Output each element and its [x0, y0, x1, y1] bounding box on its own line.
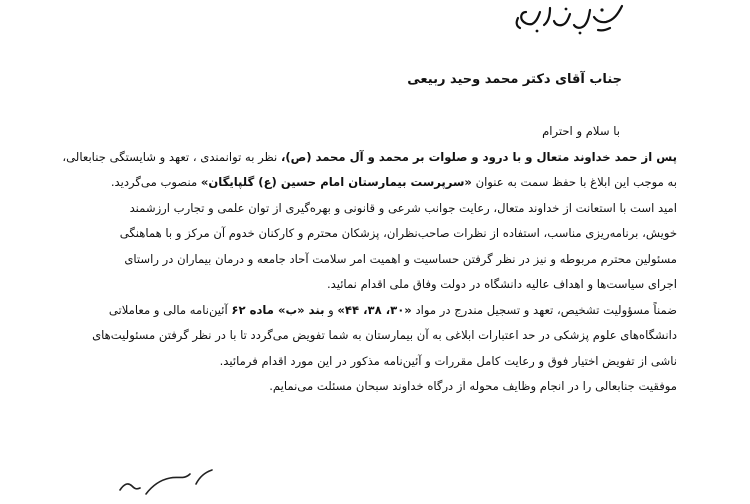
expectations-line-3: مسئولین محترم مربوطه و نیز در نظر گرفتن حساسیت و اهمیت امر سلامت آحاد جامعه و درمان بیماران در راستای: [124, 251, 677, 266]
position-title: «سرپرست بیمارستان امام حسین (ع) گلپایگان»: [200, 175, 472, 189]
delegation-line-1b: و: [324, 302, 338, 317]
delegation-line-3: ناشی از تفویض اختیار فوق و رعایت کامل مقررات و آئین‌نامه مذکور در این مورد اقدام فرمائید.: [219, 353, 677, 368]
delegation-line-2: دانشگاه‌های علوم پزشکی در حد اعتبارات ابلاغی به آن بیمارستان به شما تفویض می‌گردد تا با در نظر گرفتن مسئولیت‌های: [92, 328, 677, 342]
appointment-line-2b: منصوب می‌گردید.: [110, 175, 201, 189]
delegation-line-1c: آئین‌نامه مالی و معاملاتی: [108, 302, 232, 317]
expectations-line-2: خویش، برنامه‌ریزی مناسب، استفاده از نظرات صاحب‌نظران، پزشکان محترم و کارکنان خدوم آن مرکز و با هماهنگی: [119, 226, 677, 240]
appointment-line-2a: به موجب این ابلاغ با حفظ سمت به عنوان: [471, 175, 677, 189]
articles-ref: «۳۰، ۳۸، ۴۴»: [337, 302, 412, 317]
clause-ref: بند «ب» ماده ۶۲: [231, 302, 325, 317]
expectations-line-1: امید است با استعانت از خداوند متعال، رعایت جوانب شرعی و قانونی و بهره‌گیری از توان علمی و تجارب ارزشمند: [129, 200, 677, 215]
greeting: با سلام و احترام: [542, 124, 620, 138]
paragraph-delegation: [90, 298, 695, 375]
letter-body: [62, 119, 695, 400]
expectations-line-4: اجرای سیاست‌ها و اهداف عالیه دانشگاه در دولت وفاق ملی اقدام نمائید.: [326, 277, 677, 291]
appointment-line-1: نظر به توانمندی ، تعهد و شایستگی جنابعالی،: [62, 149, 281, 164]
handwritten-signature-icon: [112, 460, 222, 500]
paragraph-appointment: [62, 145, 695, 196]
calligraphy-letterhead-icon: [510, 0, 630, 40]
closing-line: موفقیت جنابعالی را در انجام وظایف محوله از درگاه خداوند سبحان مسئلت می‌نمایم.: [269, 379, 677, 393]
paragraph-expectations: [90, 196, 695, 298]
delegation-line-1a: ضمناً مسؤولیت تشخیص، تعهد و تسجیل مندرج در مواد: [411, 302, 677, 317]
praise-intro: پس از حمد خداوند متعال و با درود و صلوات بر محمد و آل محمد (ص)،: [280, 149, 677, 164]
addressee: جناب آقای دکتر محمد وحید ربیعی: [407, 72, 622, 87]
